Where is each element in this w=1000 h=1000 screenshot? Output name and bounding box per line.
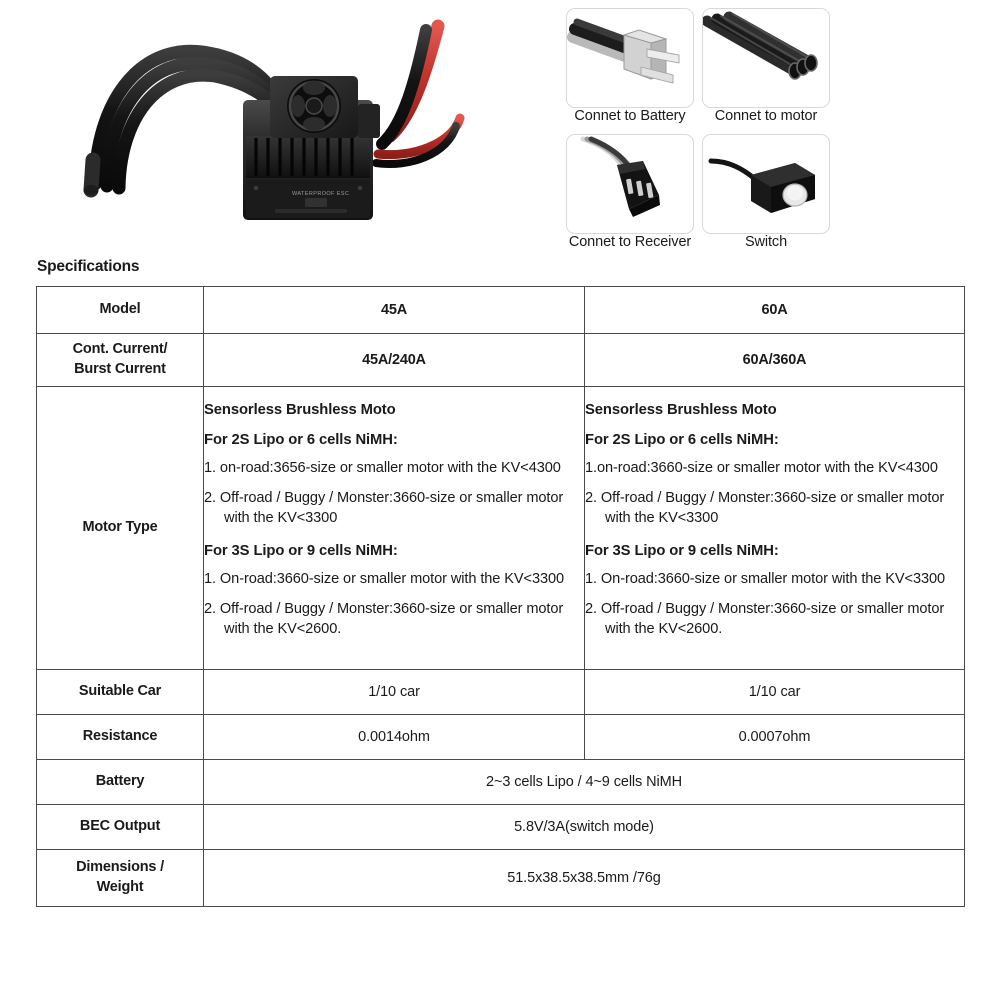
row-label-motor-type: Motor Type — [37, 387, 204, 670]
thumbnail-connect-to-motor — [702, 8, 830, 108]
thumbnail-label-connect-to-receiver: Connet to Receiver — [568, 234, 692, 250]
table-row-motor-type — [37, 387, 965, 670]
list-item: 1. On-road:3660-size or smaller motor with the KV<3300 — [585, 571, 946, 587]
motor-group1-title-60a: For 2S Lipo or 6 cells NiMH: — [585, 431, 779, 448]
thumbnail-label-connect-to-motor: Connet to motor — [714, 108, 818, 124]
row-label-resistance: Resistance — [37, 715, 204, 760]
cell-resistance-60a: 0.0007ohm — [585, 715, 965, 760]
list-item: 1. on-road:3656-size or smaller motor with the KV<4300 — [204, 459, 561, 476]
cell-suitable-car-60a: 1/10 car — [585, 670, 965, 715]
thumbnail-connect-to-battery — [566, 8, 694, 108]
motor-group1-list-60a — [585, 458, 964, 529]
cell-model-45a: 45A — [204, 287, 585, 334]
table-row-dimensions-weight — [37, 850, 965, 907]
cell-bec-output-value: 5.8V/3A(switch mode) — [204, 805, 965, 850]
list-item: 1.on-road:3660-size or smaller motor with the KV<4300 — [585, 459, 938, 476]
cell-current-45a: 45A/240A — [204, 334, 585, 387]
motor-head-60a: Sensorless Brushless Moto — [585, 401, 777, 418]
table-row-bec-output — [37, 805, 965, 850]
list-item: 2. Off-road / Buggy / Monster:3660-size or smaller motor with the KV<2600. — [204, 600, 564, 638]
esc-cooling-fan — [270, 76, 380, 138]
row-label-current — [37, 334, 204, 387]
motor-group1-list-45a — [204, 458, 584, 529]
esc-power-wires — [376, 26, 460, 164]
motor-head-45a: Sensorless Brushless Moto — [204, 401, 396, 418]
table-row-current — [37, 334, 965, 387]
specifications-table — [36, 286, 965, 907]
cell-battery-value: 2~3 cells Lipo / 4~9 cells NiMH — [204, 760, 965, 805]
cell-resistance-45a: 0.0014ohm — [204, 715, 585, 760]
thumbnail-connect-to-receiver — [566, 134, 694, 234]
row-label-battery: Battery — [37, 760, 204, 805]
svg-text:WATERPROOF ESC: WATERPROOF ESC — [292, 191, 350, 197]
thumbnail-label-connect-to-battery: Connet to Battery — [574, 108, 686, 124]
motor-group2-list-60a — [585, 569, 964, 640]
row-label-bec-output: BEC Output — [37, 805, 204, 850]
product-image-band — [0, 0, 1000, 258]
motor-group2-title-45a: For 3S Lipo or 9 cells NiMH: — [204, 543, 398, 559]
table-row-battery — [37, 760, 965, 805]
row-label-dimensions-line2: Weight — [96, 879, 144, 895]
list-item: 2. Off-road / Buggy / Monster:3660-size or smaller motor with the KV<2600. — [585, 600, 945, 638]
motor-group2-list-45a — [204, 569, 584, 640]
cell-current-60a: 60A/360A — [585, 334, 965, 387]
row-label-model: Model — [37, 287, 204, 334]
table-row-resistance — [37, 715, 965, 760]
table-row-suitable-car — [37, 670, 965, 715]
thumbnail-label-switch: Switch — [744, 234, 788, 250]
row-label-current-line1: Cont. Current/ — [72, 341, 168, 358]
list-item: 2. Off-road / Buggy / Monster:3660-size or smaller motor with the KV<3300 — [204, 489, 564, 527]
row-label-dimensions-weight — [37, 850, 204, 907]
table-row-model — [37, 287, 965, 334]
row-label-suitable-car: Suitable Car — [37, 670, 204, 715]
cell-dimensions-value: 51.5x38.5x38.5mm /76g — [204, 850, 965, 907]
specifications-heading: Specifications — [37, 258, 140, 275]
list-item: 2. Off-road / Buggy / Monster:3660-size or smaller motor with the KV<3300 — [585, 489, 945, 527]
row-label-current-line2: Burst Current — [74, 361, 166, 377]
cell-suitable-car-45a: 1/10 car — [204, 670, 585, 715]
motor-group2-title-60a: For 3S Lipo or 9 cells NiMH: — [585, 543, 779, 559]
thumbnail-switch — [702, 134, 830, 234]
motor-group1-title-45a: For 2S Lipo or 6 cells NiMH: — [204, 431, 398, 448]
cell-motor-type-45a — [204, 387, 585, 670]
cell-model-60a: 60A — [585, 287, 965, 334]
cell-motor-type-60a — [585, 387, 965, 670]
list-item: 1. On-road:3660-size or smaller motor with the KV<3300 — [204, 571, 565, 587]
row-label-dimensions-line1: Dimensions / — [76, 859, 164, 876]
esc-product-photo — [60, 8, 480, 240]
